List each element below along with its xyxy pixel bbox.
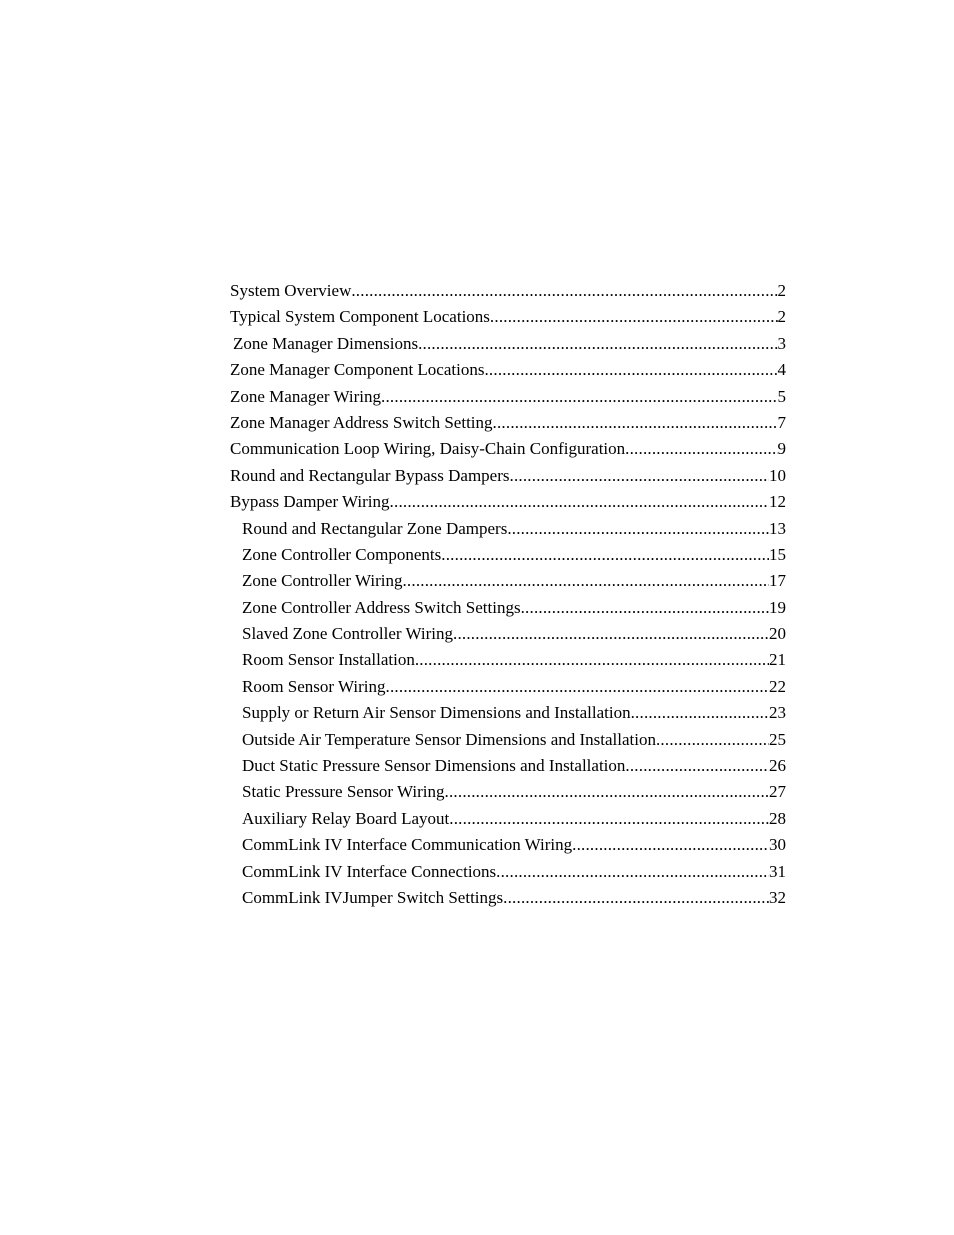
toc-entry-page: 32 (769, 887, 786, 907)
toc-entry-page: 5 (777, 386, 786, 406)
toc-leader-dots (351, 279, 777, 302)
toc-leader-dots (381, 385, 777, 408)
toc-leader-dots (496, 860, 769, 883)
toc-entry (230, 728, 786, 754)
toc-entry (230, 437, 786, 463)
toc-entry-title: Typical System Component Locations (230, 307, 490, 327)
toc-entry-page: 26 (769, 756, 786, 776)
toc-entry (230, 648, 786, 674)
toc-entry (230, 833, 786, 859)
toc-entry-title: Duct Static Pressure Sensor Dimensions and Installation (242, 756, 626, 776)
toc-entry-page: 7 (777, 412, 786, 432)
toc-entry-title: Communication Loop Wiring, Daisy-Chain Configuration (230, 439, 626, 459)
toc-leader-dots (510, 464, 770, 487)
toc-leader-dots (656, 728, 769, 751)
toc-entry-title: Round and Rectangular Bypass Dampers (230, 465, 510, 485)
toc-entry-title: Zone Manager Address Switch Setting (230, 412, 493, 432)
toc-entry (230, 464, 786, 490)
toc-leader-dots (415, 648, 769, 671)
toc-entry-title: Zone Controller Wiring (242, 571, 403, 591)
toc-leader-dots (453, 622, 769, 645)
toc-entry-title: Supply or Return Air Sensor Dimensions and Installation (242, 703, 631, 723)
toc-leader-dots (572, 833, 769, 856)
toc-entry-page: 27 (769, 782, 786, 802)
toc-entry-page: 31 (769, 861, 786, 881)
toc-entry (230, 543, 786, 569)
toc-leader-dots (507, 517, 769, 540)
toc-entry-page: 21 (769, 650, 786, 670)
toc-leader-dots (445, 780, 769, 803)
toc-leader-dots (490, 305, 778, 328)
toc-entry-title: Room Sensor Wiring (242, 676, 386, 696)
toc-entry-page: 4 (777, 360, 786, 380)
toc-leader-dots (625, 754, 769, 777)
toc-entry-title: Zone Controller Components (242, 544, 442, 564)
toc-entry-title: Bypass Damper Wiring (230, 492, 390, 512)
toc-entry-page: 20 (769, 624, 786, 644)
toc-leader-dots (503, 886, 769, 909)
toc-entry-title: Zone Manager Component Locations (230, 360, 485, 380)
toc-entry-page: 25 (769, 729, 786, 749)
toc-entry (230, 754, 786, 780)
toc-entry (230, 596, 786, 622)
toc-entry-title: System Overview (230, 281, 352, 300)
toc-entry (230, 279, 786, 305)
toc-leader-dots (418, 332, 777, 355)
toc-leader-dots (449, 807, 769, 830)
toc-entry-page: 17 (769, 571, 786, 591)
toc-entry-page: 19 (769, 597, 786, 617)
toc-entry (230, 385, 786, 411)
toc-leader-dots (625, 437, 777, 460)
toc-entry-page: 3 (777, 333, 786, 353)
toc-entry-title: CommLink IV Interface Communication Wiring (242, 835, 573, 855)
toc-entry (230, 807, 786, 833)
toc-entry-title: CommLink IV Interface Connections (242, 861, 497, 881)
toc-entry (230, 780, 786, 806)
toc-leader-dots (390, 490, 769, 513)
toc-entry-title: Outside Air Temperature Sensor Dimensions and Installation (242, 729, 656, 749)
toc-leader-dots (631, 701, 769, 724)
toc-entry (230, 675, 786, 701)
toc-entry (230, 332, 786, 358)
toc-entry-page: 13 (769, 518, 786, 538)
toc-entry-title: Zone Manager Dimensions (233, 333, 419, 353)
toc-entry (230, 411, 786, 437)
toc-entry (230, 622, 786, 648)
toc-leader-dots (441, 543, 769, 566)
toc-entry-title: Auxiliary Relay Board Layout (242, 808, 450, 828)
toc-entry (230, 305, 786, 331)
toc-leader-dots (386, 675, 769, 698)
toc-entry-page: 10 (769, 465, 786, 485)
toc-entry (230, 860, 786, 886)
toc-entry (230, 886, 786, 912)
toc-entry (230, 358, 786, 384)
toc-entry-page: 23 (769, 703, 786, 723)
toc-entry-title: CommLink IVJumper Switch Settings (242, 887, 504, 907)
toc-entry-page: 2 (777, 281, 786, 300)
toc-entry-page: 30 (769, 835, 786, 855)
toc-entry (230, 490, 786, 516)
toc-entry-title: Static Pressure Sensor Wiring (242, 782, 445, 802)
toc-leader-dots (521, 596, 769, 619)
toc-leader-dots (484, 358, 777, 381)
table-of-contents (230, 279, 786, 912)
toc-entry-title: Zone Controller Address Switch Settings (242, 597, 521, 617)
toc-entry-title: Zone Manager Wiring (230, 386, 382, 406)
toc-leader-dots (493, 411, 778, 434)
toc-entry (230, 569, 786, 595)
toc-entry-page: 22 (769, 676, 786, 696)
toc-entry (230, 517, 786, 543)
toc-entry-title: Slaved Zone Controller Wiring (242, 624, 453, 644)
toc-entry-page: 12 (769, 492, 786, 512)
toc-entry-title: Round and Rectangular Zone Dampers (242, 518, 508, 538)
toc-entry-page: 2 (777, 307, 786, 327)
toc-entry-page: 9 (777, 439, 786, 459)
toc-entry (230, 701, 786, 727)
toc-entry-title: Room Sensor Installation (242, 650, 415, 670)
toc-leader-dots (402, 569, 769, 592)
toc-entry-page: 28 (769, 808, 786, 828)
toc-entry-page: 15 (769, 544, 786, 564)
